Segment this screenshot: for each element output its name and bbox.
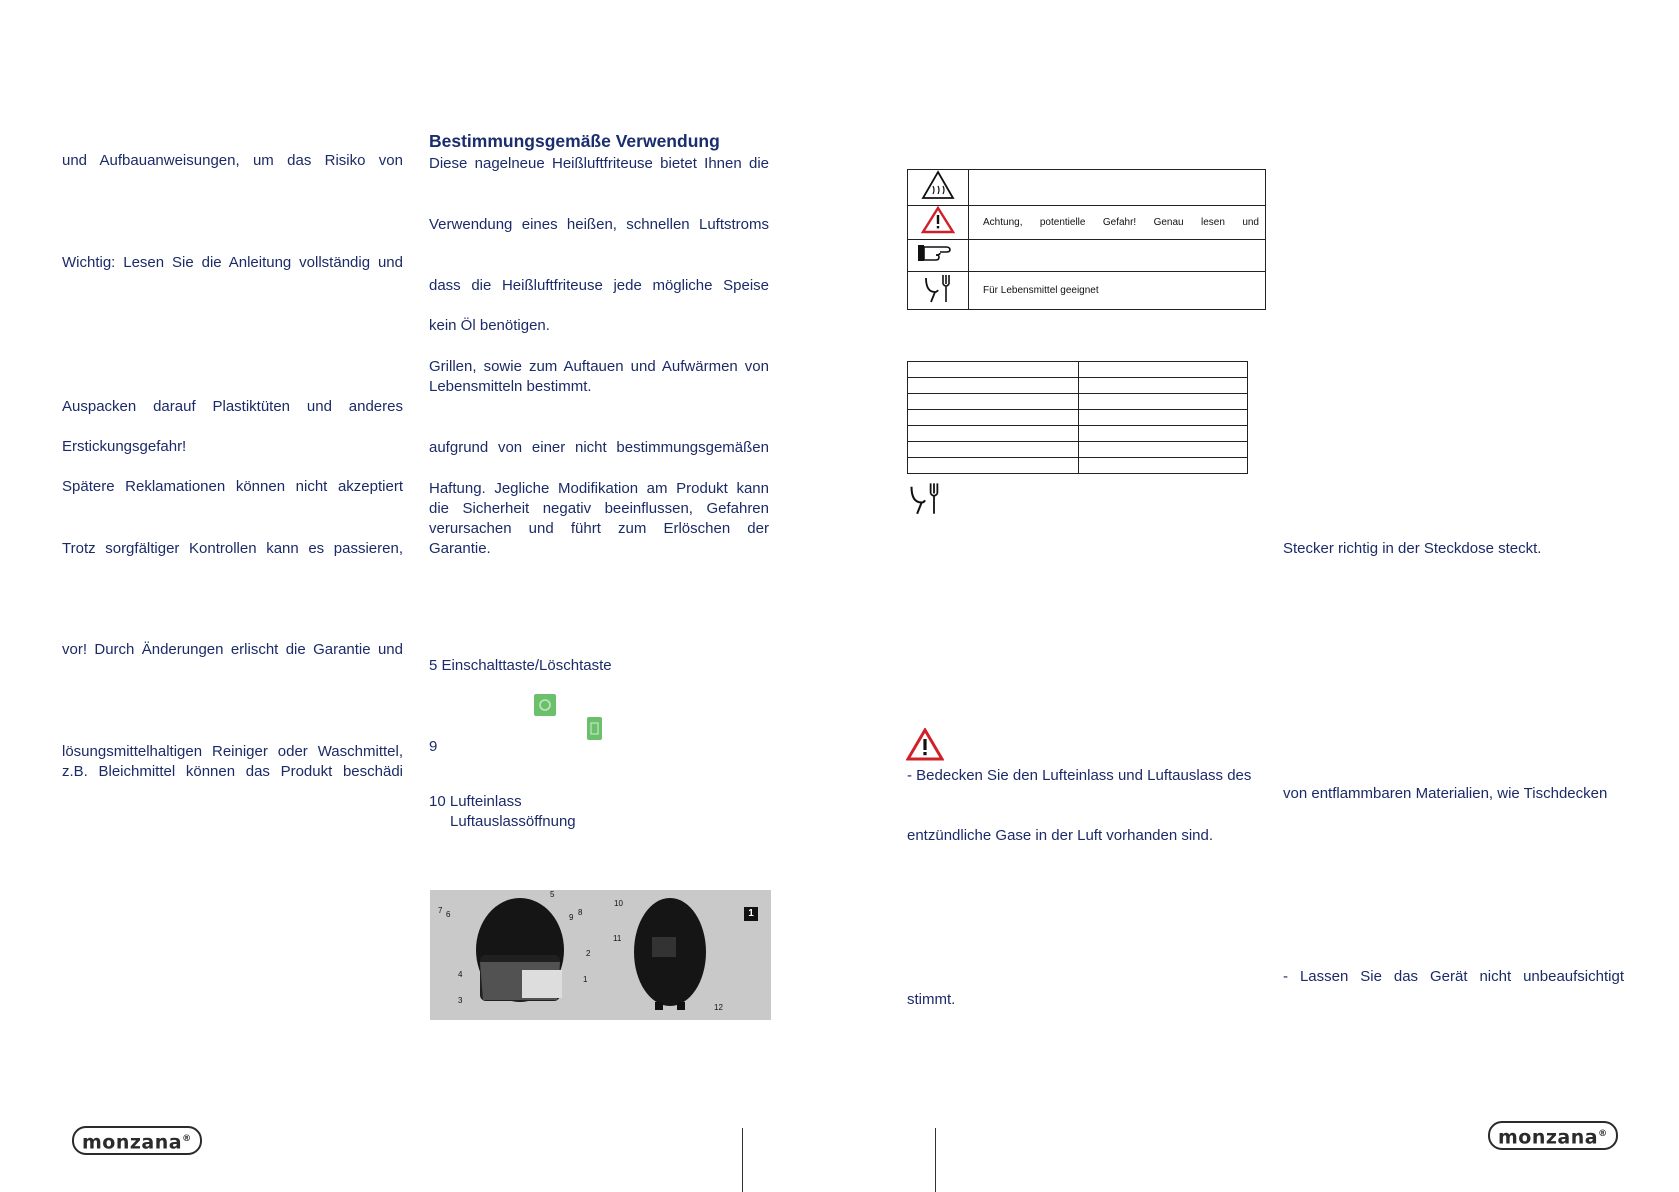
table-cell [1079, 442, 1248, 458]
col2-line-3: dass die Heißluftfriteuse jede mögliche Speise [429, 277, 769, 294]
col2-line-8: Haftung. Jegliche Modifikation am Produkt kann [429, 480, 769, 497]
table-cell [908, 426, 1079, 442]
registered-mark: ® [182, 1134, 192, 1144]
callout-8: 8 [578, 908, 583, 917]
col2-line-9: die Sicherheit negativ beeinflussen, Gefahren [429, 500, 769, 517]
col3-warning-line-2: entzündliche Gase in der Luft vorhanden sind. [907, 827, 1214, 844]
symbol-text-3 [969, 240, 1266, 272]
col2-line-7: aufgrund von einer nicht bestimmungsgemäßen [429, 439, 769, 456]
hot-surface-icon [921, 170, 955, 200]
col1-line-3: Auspacken darauf Plastiktüten und anderes [62, 398, 403, 415]
table-cell [908, 378, 1079, 394]
registered-mark: ® [1598, 1129, 1608, 1139]
table-cell [908, 442, 1079, 458]
col2-line-10: verursachen und führt zum Erlöschen der Garantie. [429, 520, 769, 557]
callout-5: 5 [550, 890, 555, 899]
col4-line-1: Stecker richtig in der Steckdose steckt. [1283, 540, 1542, 557]
table-cell [1079, 378, 1248, 394]
product-photo [430, 890, 771, 1020]
table-row [908, 394, 1248, 410]
callout-1: 1 [583, 975, 588, 984]
fold-line-right [935, 1128, 936, 1192]
symbol-text-1 [969, 170, 1266, 206]
brand-logo-text: monzana [1498, 1126, 1599, 1149]
symbol-row [908, 170, 1266, 206]
col2-line-4: kein Öl benötigen. [429, 317, 550, 334]
table-cell [908, 394, 1079, 410]
callout-2: 2 [586, 949, 591, 958]
col1-line-9: z.B. Bleichmittel können das Produkt beschädi [62, 763, 403, 780]
symbol-table [907, 169, 1266, 310]
symbol-row [908, 240, 1266, 272]
table-cell [1079, 394, 1248, 410]
symbol-text-4: Für Lebensmittel geeignet [969, 272, 1266, 310]
col2-line-1: Diese nagelneue Heißluftfriteuse bietet Ihnen die [429, 155, 769, 172]
col1-line-8: lösungsmittelhaltigen Reiniger oder Waschmittel, [62, 743, 403, 760]
col4-line-3: - Lassen Sie das Gerät nicht unbeaufsichtigt [1283, 968, 1624, 985]
brand-logo-left [72, 1126, 202, 1155]
callout-6: 6 [446, 910, 451, 919]
table-row [908, 378, 1248, 394]
col3-warning-line-1: - Bedecken Sie den Lufteinlass und Luftauslass des [907, 767, 1252, 784]
part-10-label: 10 Lufteinlass [429, 793, 522, 810]
table-row [908, 426, 1248, 442]
col1-line-7: vor! Durch Änderungen erlischt die Garantie und [62, 641, 403, 658]
warning-cell [908, 206, 969, 240]
table-cell [908, 410, 1079, 426]
warning-icon [906, 728, 944, 761]
table-cell [1079, 426, 1248, 442]
table-row [908, 458, 1248, 474]
brand-logo-right [1488, 1121, 1618, 1150]
table-row [908, 442, 1248, 458]
col4-line-2: von entflammbaren Materialien, wie Tischdecken [1283, 785, 1608, 802]
pointing-hand-cell [908, 240, 969, 272]
col1-line-1: und Aufbauanweisungen, um das Risiko von [62, 152, 403, 169]
control-button-icon [587, 717, 602, 740]
table-row [908, 410, 1248, 426]
fold-line-left [742, 1128, 743, 1192]
part-9-label: 9 [429, 738, 438, 755]
callout-10: 10 [614, 899, 623, 908]
brand-logo-text: monzana [82, 1131, 183, 1154]
callout-9: 9 [569, 913, 574, 922]
symbol-text-2: Achtung, potentielle Gefahr! Genau lesen und [969, 206, 1266, 240]
col2-line-5: Grillen, sowie zum Auftauen und Aufwärmen von [429, 358, 769, 375]
table-cell [908, 362, 1079, 378]
callout-11: 11 [613, 934, 622, 943]
callout-12: 12 [714, 1003, 723, 1012]
callout-7: 7 [438, 906, 443, 915]
symbol-row [908, 272, 1266, 310]
figure-number-badge: 1 [744, 907, 758, 921]
table-cell [908, 458, 1079, 474]
hot-surface-cell [908, 170, 969, 206]
col1-line-5: Spätere Reklamationen können nicht akzeptiert [62, 478, 403, 495]
col1-line-6: Trotz sorgfältiger Kontrollen kann es passieren, [62, 540, 403, 557]
food-safe-icon [923, 272, 953, 304]
pointing-hand-icon [916, 241, 960, 265]
table-cell [1079, 410, 1248, 426]
table-row [908, 362, 1248, 378]
callout-3: 3 [458, 996, 463, 1005]
part-5-label: 5 Einschalttaste/Löschtaste [429, 657, 612, 674]
power-button-icon [534, 694, 556, 716]
col3-warning-line-3: stimmt. [907, 991, 956, 1008]
warning-icon [921, 206, 955, 234]
table-cell [1079, 458, 1248, 474]
symbol-row [908, 206, 1266, 240]
col2-line-2: Verwendung eines heißen, schnellen Luftstroms [429, 216, 769, 233]
col1-line-2: Wichtig: Lesen Sie die Anleitung vollständig und [62, 254, 403, 271]
food-safe-symbol [908, 480, 942, 521]
table-cell [1079, 362, 1248, 378]
col2-line-6: Lebensmitteln bestimmt. [429, 378, 592, 395]
air-fryer-illustration [430, 890, 771, 1020]
large-warning-symbol [906, 728, 944, 766]
section-heading: Bestimmungsgemäße Verwendung [429, 131, 720, 151]
col1-line-4: Erstickungsgefahr! [62, 438, 187, 455]
callout-4: 4 [458, 970, 463, 979]
food-safe-icon [908, 480, 942, 516]
food-safe-cell [908, 272, 969, 310]
specification-table [907, 361, 1248, 474]
part-11-label: Luftauslassöffnung [450, 813, 576, 830]
